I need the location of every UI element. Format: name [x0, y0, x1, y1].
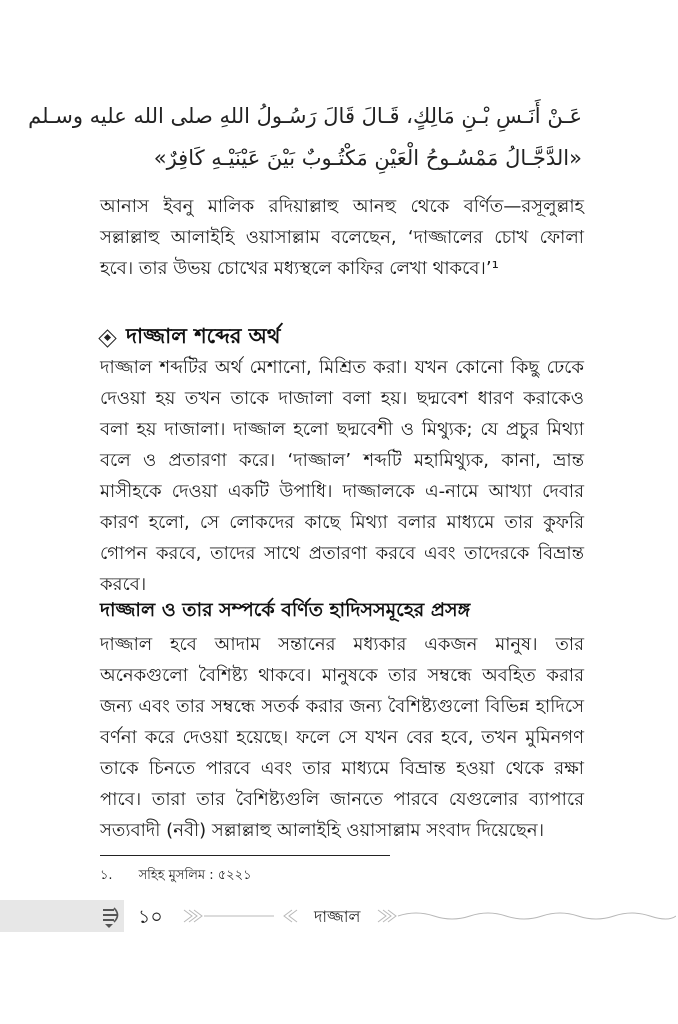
section-2-body: দাজ্জাল হবে আদাম সন্তানের মধ্যকার একজন মানুষ। তার অনেকগুলো বৈশিষ্ট্য থাকবে। মানুষকে তার সম্বন্ধে অবহিত করার জন্য এবং তার সম্বন্ধে সতর্ক করার জন্য বৈশিষ্ট্যগুলো বিভিন্ন হাদিসে বর্ণনা করে দেওয়া হয়েছে। ফলে সে যখন বের হবে, তখন মুমিনগণ তাকে চিনতে পারবে এবং তার মাধ্যমে বিভ্রান্ত হওয়া থেকে রক্ষা পাবে। তারা তার বৈশিষ্ট্যগুলি জানতে পারবে যেগুলোর ব্যাপারে সত্যবাদী (নবী) সল্লাল্লাহু আলাইহি ওয়াসাল্লাম সংবাদ দিয়েছেন।	[100, 634, 584, 841]
hadith-translation: আনাস ইবনু মালিক রদিয়াল্লাহু আনহু থেকে বর্ণিত—রসূলুল্লাহ সল্লাল্লাহু আলাইহি ওয়াসাল্লাম বলেছেন, ‘দাজ্জালের চোখ ফোলা হবে। তার উভয় চোখের মধ্যস্থলে কাফির লেখা থাকবে।’¹	[100, 196, 584, 279]
section-heading-meaning	[100, 320, 280, 355]
diamond-bullet-icon	[100, 331, 114, 345]
page-number: ১০	[138, 906, 163, 928]
section-1-body: দাজ্জাল শব্দটির অর্থ মেশানো, মিশ্রিত করা। যখন কোনো কিছু ঢেকে দেওয়া হয় তখন তাকে দাজালা বলা হয়। ছদ্মবেশ ধারণ করাকেও বলা হয় দাজালা। দাজ্জাল হলো ছদ্মবেশী ও মিথ্যুক; যে প্রচুর মিথ্যা বলে ও প্রতারণা করে। ‘দাজ্জাল’ শব্দটি মহামিথ্যুক, কানা, ভ্রান্ত মাসীহকে দেওয়া একটি উপাধি। দাজ্জালকে এ-নামে আখ্যা দেবার কারণ হলো, সে লোকদের কাছে মিথ্যা বলার মাধ্যমে তার কুফরি গোপন করবে, তাদের সাথে প্রতারণা করবে এবং তাদেরকে বিভ্রান্ত করবে।	[100, 357, 584, 595]
footer-ornament-right-icon	[376, 904, 676, 928]
menu-lines-icon	[100, 905, 122, 929]
arabic-hadith-line-2: «الدَّجَّـالُ مَمْسُـوحُ الْعَيْنِ مَكْتُـوبٌ بَيْنَ عَيْنَيْـهِ كَافِرٌ»	[153, 146, 582, 170]
arabic-hadith-line-1: عَـنْ أَنَـسِ بْـنِ مَالِكٍ، قَـالَ قَالَ رَسُـولُ اللهِ صلى الله عليه وسـلم	[28, 104, 582, 128]
footnote-text: সহিহ মুসলিম : ৫২২১	[138, 868, 252, 883]
page-footer	[0, 900, 678, 932]
footnote-number: ১.	[100, 868, 113, 883]
footnote-divider	[100, 855, 390, 856]
section-2-title: দাজ্জাল ও তার সম্পর্কে বর্ণিত হাদিসসমূহের প্রসঙ্গ	[100, 599, 471, 621]
footer-ornament-left-icon	[182, 904, 302, 928]
book-title: দাজ্জাল	[314, 907, 361, 926]
footnote	[100, 866, 252, 887]
section-1-title: দাজ্জাল শব্দের অর্থ	[126, 324, 281, 348]
